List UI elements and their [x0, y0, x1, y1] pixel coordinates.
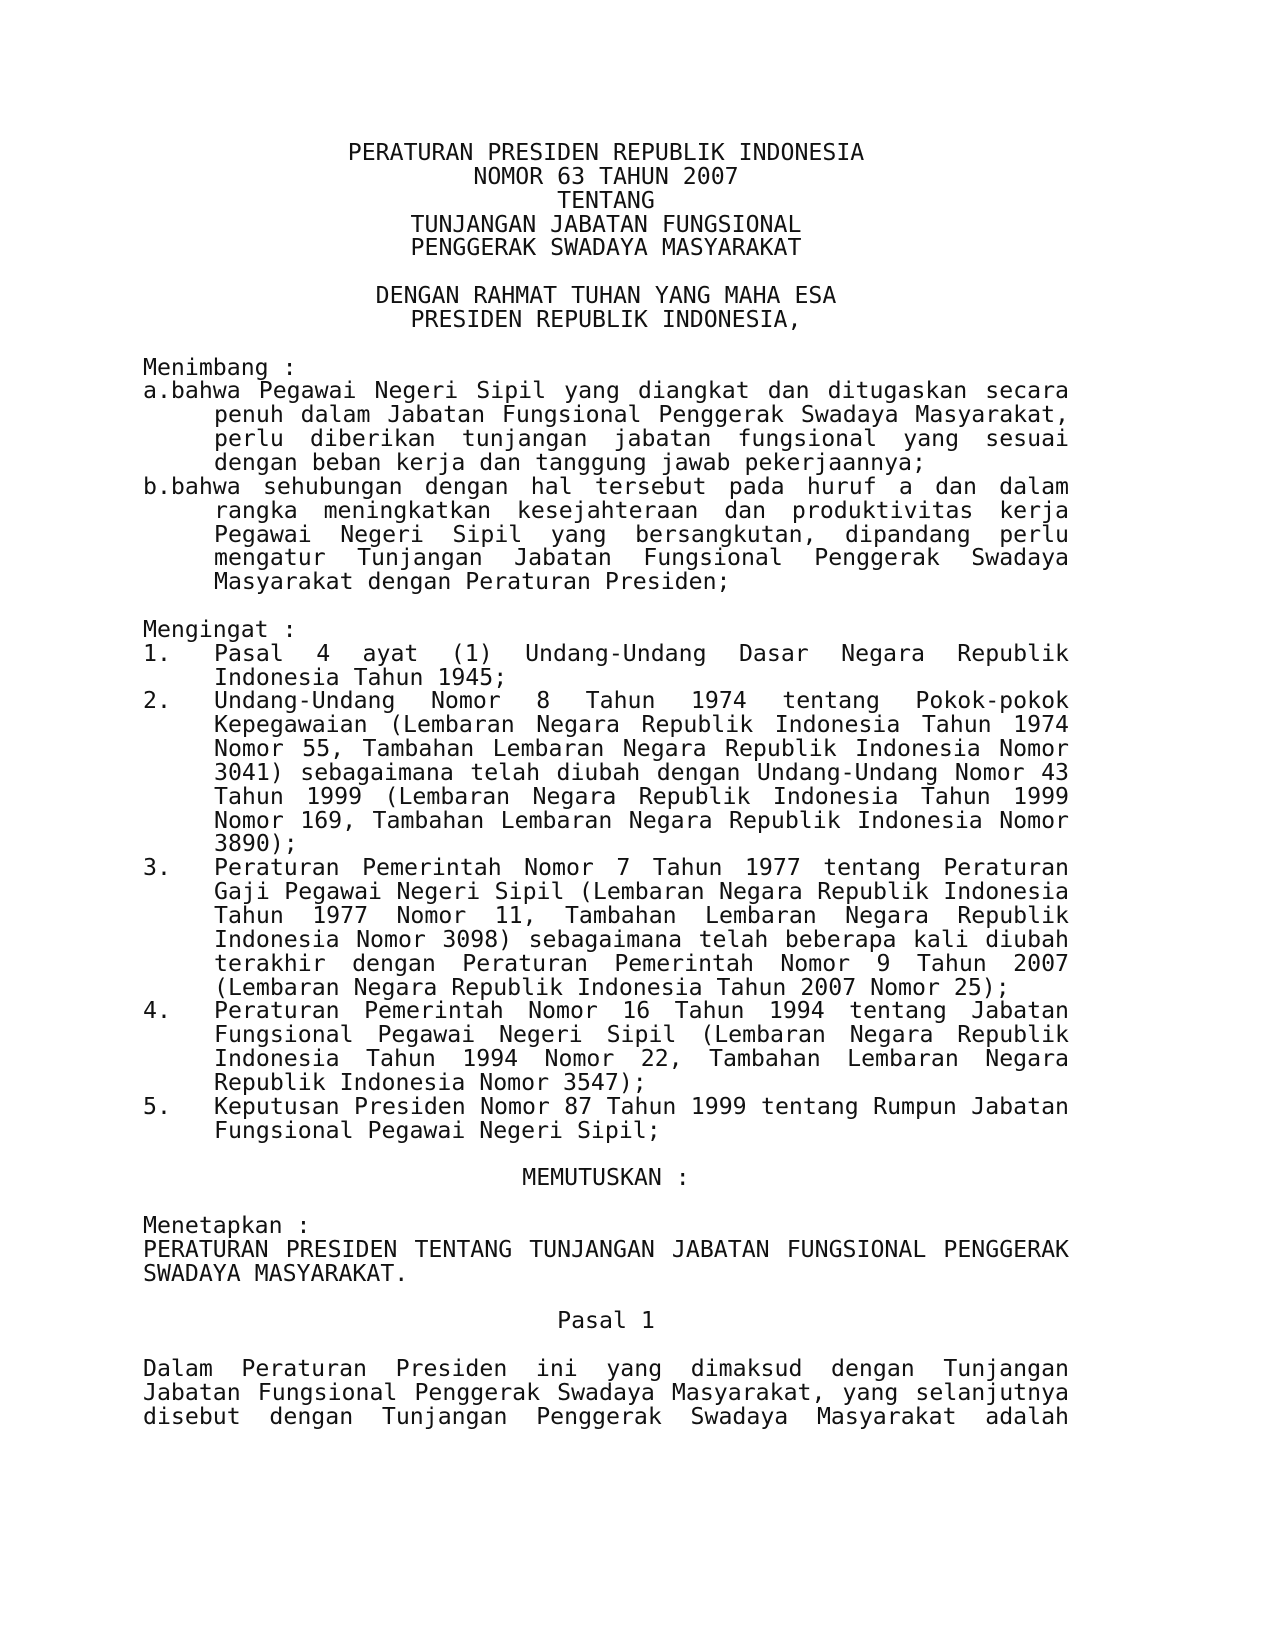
menetapkan-text: PERATURAN PRESIDEN TENTANG TUNJANGAN JABATAN FUNGSIONAL PENGGERAK	[143, 1235, 1069, 1263]
menimbang-b: Pegawai Negeri Sipil yang bersangkutan, dipandang perlu	[214, 520, 1069, 548]
menetapkan-heading: Menetapkan :	[143, 1211, 311, 1239]
mengingat-item: Nomor 55, Tambahan Lembaran Negara Republik Indonesia Nomor	[214, 735, 1069, 763]
mengingat-item: terakhir dengan Peraturan Pemerintah Nomor 9 Tahun 2007	[214, 949, 1069, 977]
title-tentang: TENTANG	[557, 186, 655, 214]
mengingat-item: Tahun 1999 (Lembaran Negara Republik Indonesia Tahun 1999	[214, 782, 1069, 810]
mengingat-item: Tahun 1977 Nomor 11, Tambahan Lembaran Negara Republik	[214, 902, 1069, 929]
mengingat-item: Nomor 169, Tambahan Lembaran Negara Republik Indonesia Nomor	[214, 806, 1069, 834]
mengingat-item: 3041) sebagaimana telah diubah dengan Undang-Undang Nomor 43	[214, 758, 1069, 786]
pasal-text: Jabatan Fungsional Penggerak Swadaya Masyarakat, yang selanjutnya	[143, 1378, 1069, 1406]
mengingat-item: 3. Peraturan Pemerintah Nomor 7 Tahun 1977 tentang Peraturan	[143, 854, 1069, 882]
pasal-text: disebut dengan Tunjangan Penggerak Swadaya Masyarakat adalah	[143, 1402, 1069, 1430]
menimbang-a: perlu diberikan tunjangan jabatan fungsional yang sesuai	[214, 425, 1069, 453]
title-subject: PENGGERAK SWADAYA MASYARAKAT	[410, 234, 802, 262]
mengingat-item: 1. Pasal 4 ayat (1) Undang-Undang Dasar Negara Republik	[143, 639, 1069, 667]
item-number: 4.	[143, 997, 171, 1025]
mengingat-item: Republik Indonesia Nomor 3547);	[214, 1068, 647, 1096]
menimbang-heading: Menimbang :	[143, 353, 297, 381]
mengingat-item: 3890);	[214, 830, 298, 858]
document-page	[143, 141, 1069, 1429]
invocation: PRESIDEN REPUBLIK INDONESIA,	[410, 305, 802, 333]
mengingat-item: Kepegawaian (Lembaran Negara Republik Indonesia Tahun 1974	[214, 711, 1069, 739]
item-number: 2.	[143, 687, 171, 715]
menimbang-b: Masyarakat dengan Peraturan Presiden;	[214, 568, 731, 596]
pasal-text: Dalam Peraturan Presiden ini yang dimaksud dengan Tunjangan	[143, 1355, 1069, 1383]
menimbang-a: dengan beban kerja dan tanggung jawab pekerjaannya;	[214, 448, 926, 476]
mengingat-item: Indonesia Tahun 1994 Nomor 22, Tambahan Lembaran Negara	[214, 1045, 1069, 1073]
mengingat-item: Gaji Pegawai Negeri Sipil (Lembaran Negara Republik Indonesia	[214, 878, 1069, 906]
mengingat-item: 2. Undang-Undang Nomor 8 Tahun 1974 tentang Pokok-pokok	[143, 687, 1069, 715]
item-number: 1.	[143, 639, 171, 667]
menimbang-b: mengatur Tunjangan Jabatan Fungsional Penggerak Swadaya	[214, 544, 1069, 572]
mengingat-item: Fungsional Pegawai Negeri Sipil (Lembaran Negara Republik	[214, 1021, 1069, 1049]
mengingat-item: Indonesia Nomor 3098) sebagaimana telah beberapa kali diubah	[214, 925, 1069, 953]
item-number: 3.	[143, 854, 171, 882]
menimbang-b: b.bahwa sehubungan dengan hal tersebut pada huruf a dan dalam	[143, 472, 1069, 500]
mengingat-item: (Lembaran Negara Republik Indonesia Tahun 2007 Nomor 25);	[214, 973, 1010, 1001]
title-line: PERATURAN PRESIDEN REPUBLIK INDONESIA	[347, 139, 865, 166]
menimbang-a: penuh dalam Jabatan Fungsional Penggerak Swadaya Masyarakat,	[214, 401, 1069, 429]
pasal-heading: Pasal 1	[557, 1307, 655, 1335]
item-number: 5.	[143, 1092, 171, 1120]
menetapkan-text: SWADAYA MASYARAKAT.	[143, 1259, 409, 1287]
invocation: DENGAN RAHMAT TUHAN YANG MAHA ESA	[375, 282, 837, 310]
mengingat-item: 5. Keputusan Presiden Nomor 87 Tahun 1999 tentang Rumpun Jabatan	[143, 1092, 1069, 1120]
menimbang-a: a.bahwa Pegawai Negeri Sipil yang diangkat dan ditugaskan secara	[143, 377, 1069, 405]
mengingat-item: Fungsional Pegawai Negeri Sipil;	[214, 1116, 661, 1144]
mengingat-item: Indonesia Tahun 1945;	[214, 663, 508, 691]
menimbang-b: rangka meningkatkan kesejahteraan dan produktivitas kerja	[214, 496, 1069, 524]
title-subject: TUNJANGAN JABATAN FUNGSIONAL	[410, 210, 802, 238]
memutuskan-heading: MEMUTUSKAN :	[522, 1164, 690, 1192]
mengingat-item: 4. Peraturan Pemerintah Nomor 16 Tahun 1994 tentang Jabatan	[143, 997, 1069, 1025]
mengingat-heading: Mengingat :	[143, 615, 297, 643]
title-number: NOMOR 63 TAHUN 2007	[473, 162, 739, 190]
